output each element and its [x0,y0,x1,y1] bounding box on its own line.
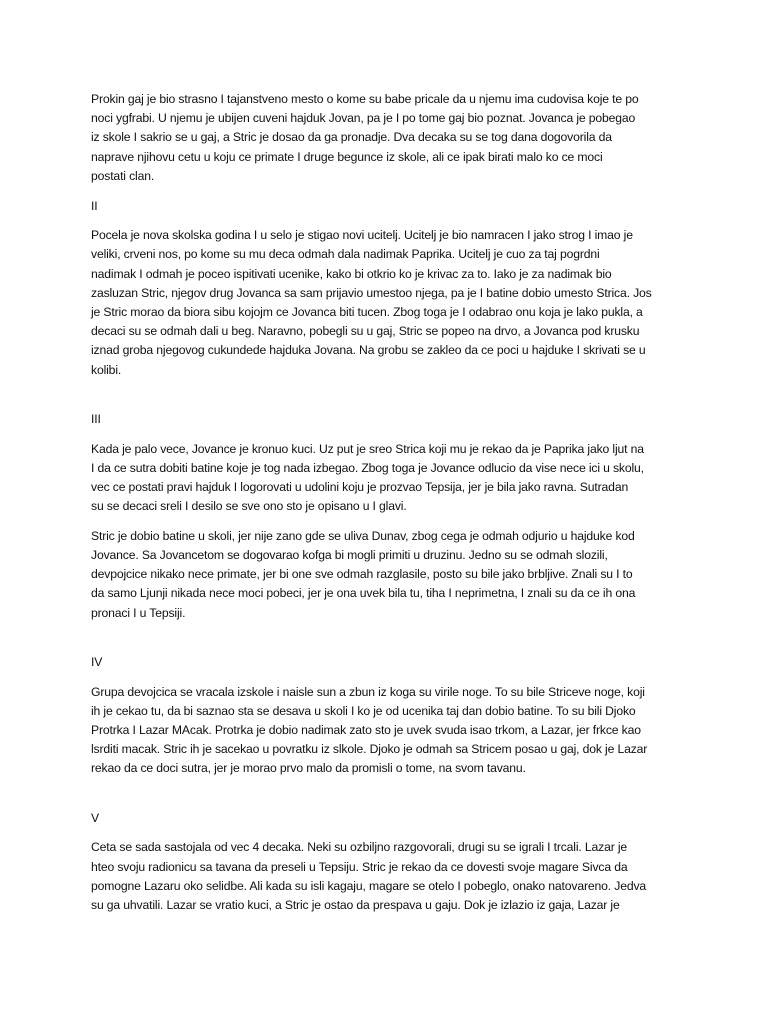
paragraph-intro: Prokin gaj je bio strasno I tajanstveno mesto o kome su babe pricale da u njemu ima cudovisa koje te po noci ygfrabi. U njemu je ubijen cuveni hajduk Jovan, pa je I po tome gaj bio poznat. Jovanca je pobegao iz skole I sakrio se u gaj, a Stric je dosao da ga pronadje. Dva decaka su se tog dana dogovorila da naprave njihovu cetu u koju ce primate I druge begunce iz skole, ali ce ipak birati malo ko ce moci postati clan. [91,92,639,183]
paragraph-section-iii-b: Stric je dobio batine u skoli, jer nije zano gde se uliva Dunav, zbog cega je odmah odjurio u hajduke kod Jovance. Sa Jovancetom se dogovarao kofga bi mogli primiti u druzinu. Jedno su se odmah slozili, devpojcice nikako nece primate, jer bi one sve odmah razglasile, posto su bile jako brbljive. Znali su I to da samo Ljunji nikada nece moci pobeci, jer je ona uvek bila tu, tiha I neprimetna, I znali su da ce ih ona pronaci I u Tepsiji. [91,528,636,620]
spacer [91,633,685,653]
paragraph-section-iii-a: Kada je palo vece, Jovance je kronuo kuci. Uz put je sreo Strica koji mu je rekao da je Paprika jako ljut na I da ce sutra dobiti batine koje je tog nada izbegao. Zbog toga je Jovance odlucio da vise nece ici u skolu, vec ce postati pravi hajduk I logorovati u udolini koju je prozvao Tepsija, jer je bila jako ravna. Sutradan su se decaci sreli I desilo se sve ono sto je opisano u I glavi. [91,441,644,514]
paragraph-section-ii: Pocela je nova skolska godina I u selo je stigao novi ucitelj. Ucitelj je bio namracen I jako strog I imao je veliki, crveni nos, po kome su mu deca odmah dala nadimak Paprika. Ucitelj je cuo za taj pogrdni nadimak I odmah je poceo ispitivati ucenike, kako bi otkrio ko je krivac za to. Iako je za nadimak bio zasluzan Stric, njegov drug Jovanca sa sam prijavio umestoo njega, pa je I batine dobio umesto Strica. Jos je Stric morao da biora sibu kojojm ce Jovanca biti tucen. Zbog toga je I odabrao onu koja je lako pukla, a decaci su se odmah dali u beg. Naravno, pobegli su u gaj, Stric se popeo na drvo, a Jovanca pod krusku iznad groba njegovog cukundede hajduka Jovana. Na grobu se zakleo da ce poci u hajduke I skrivati se u kolibi. [91,228,652,377]
spacer [91,789,685,809]
spacer [91,390,685,410]
section-heading-ii: II [91,198,98,213]
paragraph-section-iv: Grupa devojcica se vracala izskole i naisle sun a zbun iz koga su virile noge. To su bile Striceve noge, koji ih je cekao tu, da bi saznao sta se desava u skoli I ko je od ucenika taj dan dobio batine. To su bili Djoko Protrka I Lazar MAcak. Protrka je dobio nadimak zato sto je uvek svuda isao trkom, a Lazar, jer frkce kao lsrditi macak. Stric ih je sacekao u povratku iz slkole. Djoko je odmah sa Stricem posao u gaj, dok je Lazar rekao da ce doci sutra, jer je morao prvo malo da promisli o tome, na svom tavanu. [91,684,648,776]
section-heading-iv: IV [91,654,103,669]
document-body [91,90,685,926]
section-heading-v: V [91,810,99,825]
paragraph-section-v: Ceta se sada sastojala od vec 4 decaka. Neki su ozbiljno razgovorali, drugi su se igrali I trcali. Lazar je hteo svoju radionicu sa tavana da preseli u Tepsiju. Stric je rekao da ce dovesti svoje magare Sivca da pomogne Lazaru oko selidbe. Ali kada su isli kagaju, magare se otelo I pobeglo, onako natovareno. Jedva su ga uhvatili. Lazar se vratio kuci, a Stric je ostao da prespava u gaju. Dok je izlazio iz gaja, Lazar je [91,840,647,912]
section-heading-iii: III [91,411,101,426]
